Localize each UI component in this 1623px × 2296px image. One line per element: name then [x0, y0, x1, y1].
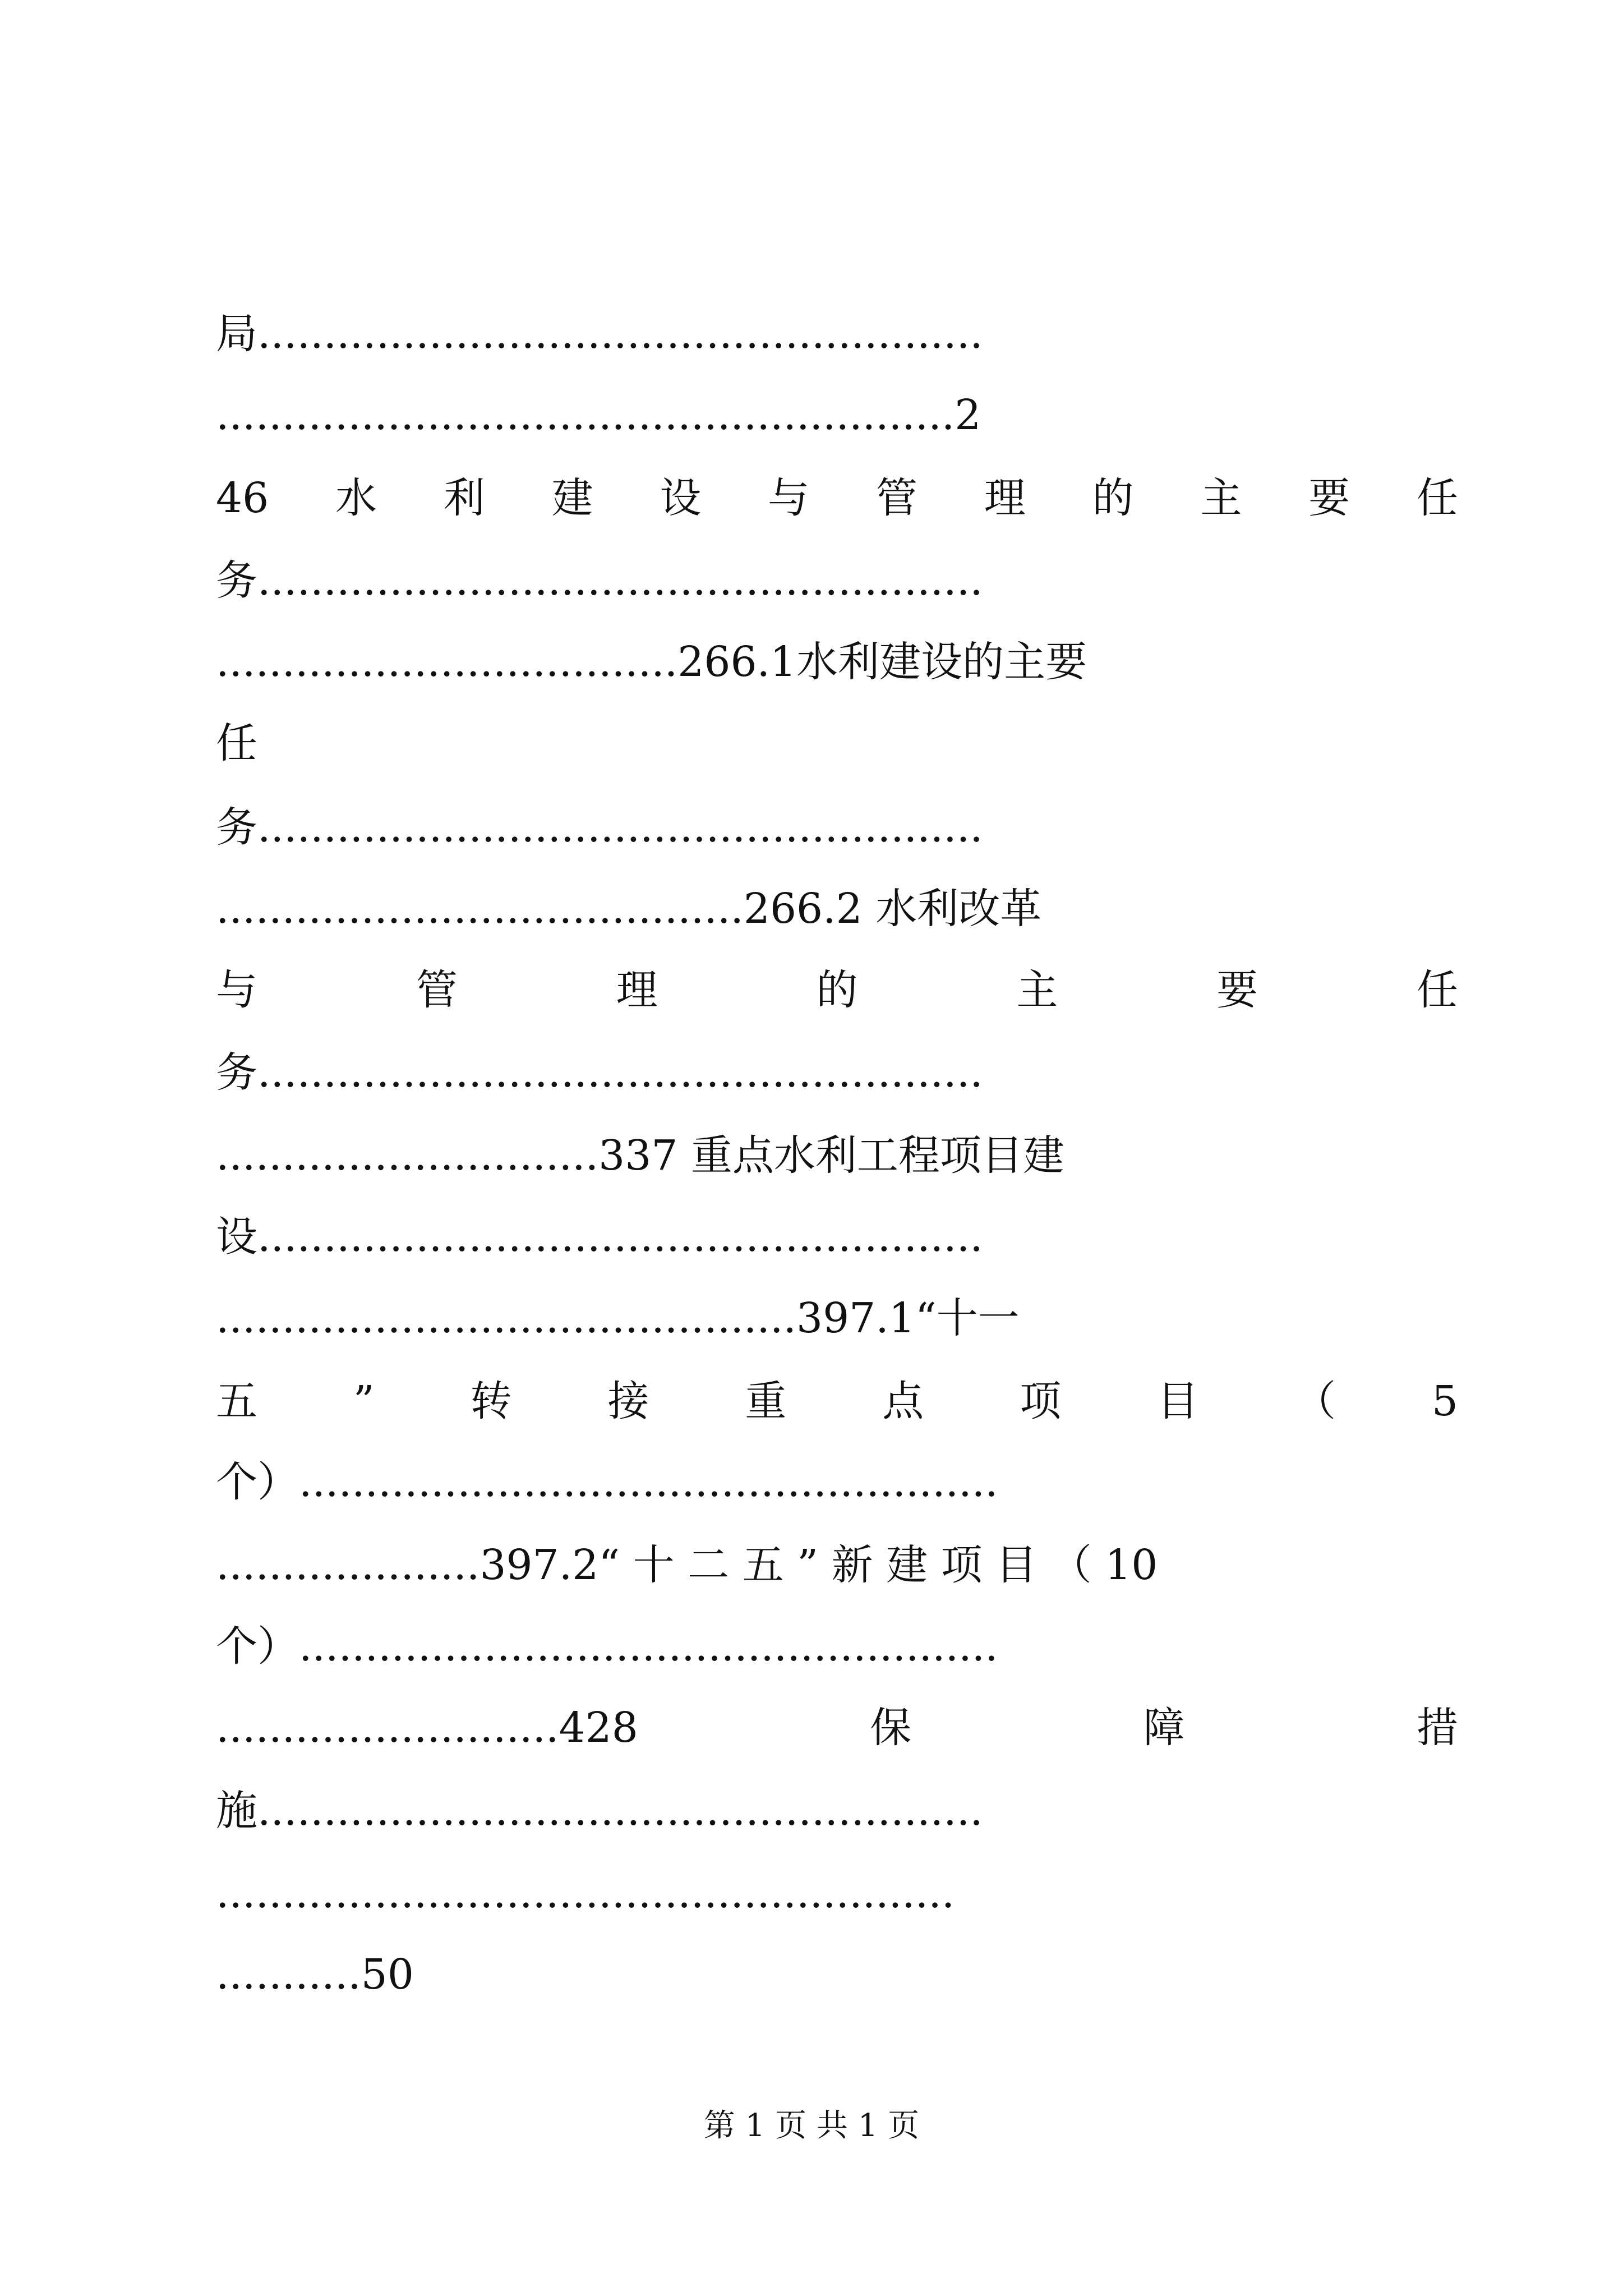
toc-word: 障	[1143, 1704, 1185, 1752]
toc-line: 设.......................................................	[216, 1213, 983, 1261]
toc-word: 的	[1092, 474, 1134, 522]
toc-line: 个）.....................................................	[216, 1622, 998, 1671]
toc-line: ....................397.2“ 十 二 五 ” 新 建 项 目 （ 10	[216, 1541, 1158, 1589]
toc-word: 主	[1016, 966, 1058, 1014]
page-footer: 第 1 页 共 1 页	[703, 2108, 920, 2144]
toc-word: 设	[660, 474, 702, 522]
toc-word: 46	[216, 474, 269, 522]
toc-word: 理	[616, 966, 658, 1014]
toc-word: 管	[875, 474, 917, 522]
toc-word: 要	[1308, 474, 1350, 522]
toc-word: 五	[216, 1377, 257, 1425]
toc-line-justified	[216, 962, 1458, 1018]
toc-word: 建	[551, 474, 593, 522]
toc-word: 措	[1417, 1704, 1458, 1752]
toc-line: 务.......................................................	[216, 803, 983, 852]
toc-word: 接	[607, 1377, 649, 1425]
toc-word: 管	[416, 966, 458, 1014]
toc-line: 个）.....................................................	[216, 1458, 998, 1506]
toc-word: 目	[1157, 1377, 1199, 1425]
toc-line-justified	[216, 1700, 1458, 1756]
toc-line: 施.......................................................	[216, 1787, 983, 1835]
toc-line: ............................................397.1“十一	[216, 1294, 1020, 1342]
toc-line: 任	[216, 719, 257, 767]
toc-line-justified	[216, 470, 1458, 526]
toc-word: 5	[1431, 1377, 1458, 1425]
toc-word: 的	[816, 966, 858, 1014]
toc-line: 务.......................................................	[216, 1048, 983, 1097]
toc-word: 主	[1200, 474, 1242, 522]
toc-word: （	[1294, 1377, 1336, 1425]
toc-line-justified	[216, 1373, 1458, 1429]
toc-line: 务.......................................................	[216, 556, 983, 605]
toc-line: ...................................266.1水利建设的主要	[216, 638, 1087, 686]
toc-word: 点	[882, 1377, 924, 1425]
toc-line: ........................................266.2 水利改革	[216, 885, 1042, 933]
toc-word: 与	[216, 966, 257, 1014]
toc-word: 保	[870, 1704, 912, 1752]
toc-word: 理	[984, 474, 1026, 522]
toc-word: 重	[745, 1377, 787, 1425]
toc-line: ........................................................2	[216, 391, 981, 439]
toc-word: 转	[470, 1377, 512, 1425]
toc-line: ........................................................	[216, 1869, 955, 1917]
toc-word: 要	[1216, 966, 1258, 1014]
toc-line: 局.......................................................	[216, 310, 983, 358]
toc-word: ”	[353, 1377, 375, 1425]
toc-line: .............................337 重点水利工程项目建	[216, 1131, 1064, 1180]
toc-word: 任	[1416, 474, 1458, 522]
toc-word: 任	[1416, 966, 1458, 1014]
toc-word: 利	[443, 474, 485, 522]
toc-word: 水	[335, 474, 377, 522]
toc-word: ..........................428	[216, 1704, 638, 1752]
toc-word: 与	[768, 474, 810, 522]
toc-line: ...........50	[216, 1950, 414, 1999]
toc-word: 项	[1020, 1377, 1062, 1425]
